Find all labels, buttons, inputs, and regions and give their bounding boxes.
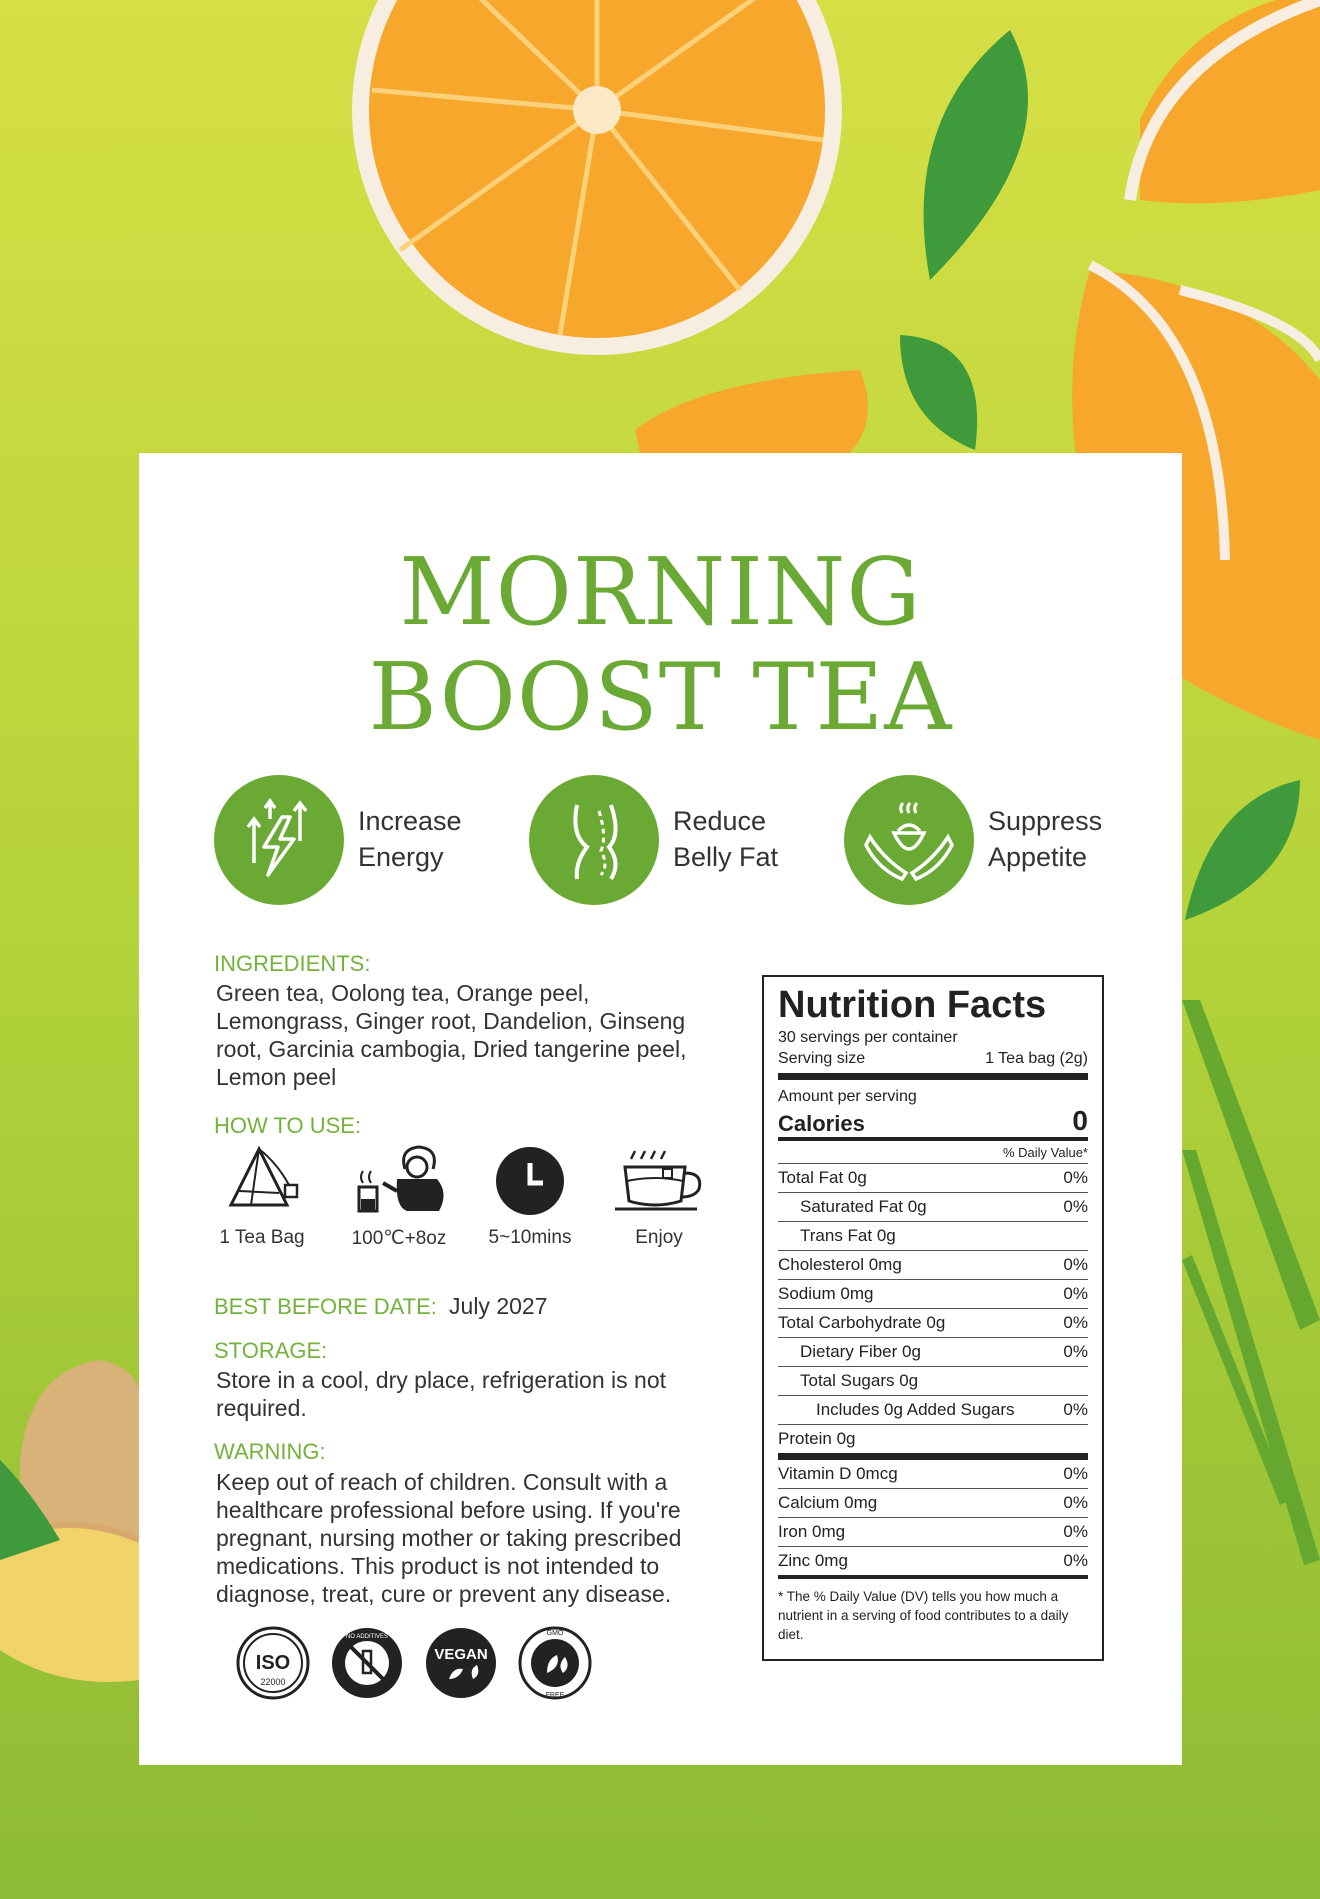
best-before-heading: BEST BEFORE DATE: bbox=[214, 1294, 437, 1319]
vegan-badge-text: VEGAN bbox=[434, 1646, 488, 1663]
iso-badge-number: 22000 bbox=[260, 1677, 286, 1687]
free-badge-text: FREE bbox=[545, 1692, 565, 1699]
nutrient-label: Cholesterol 0mg bbox=[778, 1255, 902, 1274]
step-label: 1 Tea Bag bbox=[219, 1227, 305, 1248]
vitamin-label: Calcium 0mg bbox=[778, 1493, 878, 1512]
iso-22000-icon bbox=[235, 1625, 311, 1706]
benefit-label-line2: Appetite bbox=[988, 842, 1088, 872]
gmo-free-icon bbox=[517, 1625, 593, 1706]
calories-row bbox=[778, 1107, 1088, 1141]
vitamin-dv: 0% bbox=[1063, 1464, 1088, 1483]
nutrient-dv: 0% bbox=[1063, 1197, 1088, 1216]
product-title-line1: MORNING bbox=[399, 538, 922, 646]
vitamin-row bbox=[778, 1489, 1088, 1518]
storage-heading: STORAGE: bbox=[214, 1338, 328, 1363]
nutrient-label: Total Carbohydrate 0g bbox=[778, 1313, 946, 1332]
orange-piece-image bbox=[635, 370, 868, 453]
ginger-image bbox=[0, 1360, 141, 1682]
nutrient-row bbox=[778, 1193, 1088, 1222]
vitamin-dv: 0% bbox=[1063, 1551, 1088, 1570]
calories-value: 0 bbox=[1072, 1105, 1088, 1136]
nutrient-dv: 0% bbox=[1063, 1342, 1088, 1361]
lemongrass-image bbox=[1182, 1000, 1320, 1565]
no-additives-icon bbox=[329, 1625, 405, 1706]
warning-heading: WARNING: bbox=[214, 1439, 326, 1464]
nutrient-label: Total Sugars 0g bbox=[800, 1371, 919, 1390]
benefit-label bbox=[358, 803, 462, 875]
kettle-icon bbox=[349, 1143, 449, 1217]
clock-icon bbox=[485, 1143, 575, 1217]
storage-text: Store in a cool, dry place, refrigeration is not required. bbox=[216, 1367, 667, 1421]
iso-badge-text: ISO bbox=[255, 1652, 291, 1674]
benefit-label-line2: Belly Fat bbox=[673, 842, 779, 872]
daily-value-header: % Daily Value* bbox=[778, 1141, 1088, 1164]
nutrition-facts-title: Nutrition Facts bbox=[778, 984, 1047, 1026]
nutrient-row bbox=[778, 1367, 1088, 1396]
vitamin-row bbox=[778, 1518, 1088, 1547]
orange-slice-image bbox=[352, 0, 842, 355]
how-to-use-steps bbox=[204, 1143, 724, 1263]
servings-per-container: 30 servings per container bbox=[778, 1029, 958, 1046]
step-kettle bbox=[344, 1143, 454, 1250]
benefit-label bbox=[988, 803, 1102, 875]
leaf-image bbox=[900, 335, 977, 450]
step-label: 100℃+8oz bbox=[351, 1228, 447, 1249]
tea-cup-icon bbox=[609, 1143, 709, 1217]
benefit-label-line2: Energy bbox=[358, 842, 444, 872]
ingredients-text: Green tea, Oolong tea, Orange peel, Lemongrass, Ginger root, Dandelion, Ginseng root, Garcinia cambogia, Dried tangerine peel, Lemon peel bbox=[216, 980, 687, 1090]
vitamin-dv: 0% bbox=[1063, 1522, 1088, 1541]
bowl-hands-icon bbox=[844, 775, 974, 905]
vitamin-label: Zinc 0mg bbox=[778, 1551, 848, 1570]
nutrient-row bbox=[778, 1164, 1088, 1193]
daily-value-footnote: * The % Daily Value (DV) tells you how much a nutrient in a serving of food contributes to a daily diet. bbox=[778, 1589, 1069, 1642]
nutrient-label: Trans Fat 0g bbox=[800, 1226, 896, 1245]
vegan-icon bbox=[423, 1625, 499, 1706]
step-steep-time bbox=[475, 1143, 585, 1249]
nutrient-dv: 0% bbox=[1063, 1284, 1088, 1303]
product-label-card bbox=[139, 453, 1182, 1765]
serving-size-value: 1 Tea bag (2g) bbox=[985, 1050, 1088, 1067]
gmo-badge-text: GMO bbox=[546, 1630, 564, 1637]
nutrient-row bbox=[778, 1222, 1088, 1251]
nutrient-row bbox=[778, 1396, 1088, 1425]
nutrient-label: Total Fat 0g bbox=[778, 1168, 867, 1187]
nutrient-row bbox=[778, 1251, 1088, 1280]
ingredients-heading: INGREDIENTS: bbox=[214, 951, 371, 976]
nutrient-dv: 0% bbox=[1063, 1255, 1088, 1274]
waist-icon bbox=[529, 775, 659, 905]
nutrition-facts-panel bbox=[762, 975, 1104, 1661]
leaf-image bbox=[924, 30, 1028, 280]
warning-text: Keep out of reach of children. Consult with a healthcare professional before using. If you're pregnant, nursing mother or taking prescribed medications. This product is not intended to diagnose, treat, cure or prevent any disease. bbox=[216, 1469, 682, 1607]
nutrient-label: Includes 0g Added Sugars bbox=[816, 1400, 1015, 1419]
nutrient-dv: 0% bbox=[1063, 1313, 1088, 1332]
nutrient-label: Protein 0g bbox=[778, 1429, 856, 1448]
product-title-line2: BOOST TEA bbox=[368, 643, 953, 751]
leaf-image bbox=[1185, 780, 1300, 920]
nutrient-dv: 0% bbox=[1063, 1400, 1088, 1419]
benefit-label-line1: Increase bbox=[358, 806, 462, 836]
nutrient-row bbox=[778, 1309, 1088, 1338]
step-label: 5~10mins bbox=[488, 1227, 572, 1248]
nutrient-dv: 0% bbox=[1063, 1168, 1088, 1187]
nutrient-label: Sodium 0mg bbox=[778, 1284, 874, 1303]
step-label: Enjoy bbox=[635, 1227, 683, 1248]
benefit-label-line1: Suppress bbox=[988, 806, 1103, 836]
how-to-use-heading: HOW TO USE: bbox=[214, 1113, 362, 1138]
serving-size-row bbox=[778, 1048, 1088, 1080]
calories-label: Calories bbox=[778, 1111, 865, 1136]
energy-bolt-icon bbox=[214, 775, 344, 905]
benefit-label-line1: Reduce bbox=[673, 806, 767, 836]
amount-per-serving: Amount per serving bbox=[778, 1088, 917, 1105]
vitamin-label: Vitamin D 0mcg bbox=[778, 1464, 898, 1483]
nutrient-row bbox=[778, 1280, 1088, 1309]
step-enjoy bbox=[604, 1143, 714, 1249]
step-tea-bag bbox=[207, 1143, 317, 1249]
nutrient-label: Saturated Fat 0g bbox=[800, 1197, 927, 1216]
vitamin-row bbox=[778, 1547, 1088, 1579]
no-additives-badge-text: NO ADDITIVES bbox=[345, 1634, 389, 1640]
nutrient-row bbox=[778, 1425, 1088, 1460]
best-before-date bbox=[214, 1293, 548, 1320]
vitamin-dv: 0% bbox=[1063, 1493, 1088, 1512]
vitamin-label: Iron 0mg bbox=[778, 1522, 846, 1541]
vitamin-row bbox=[778, 1460, 1088, 1489]
nutrient-label: Dietary Fiber 0g bbox=[800, 1342, 921, 1361]
benefit-label bbox=[673, 803, 778, 875]
tea-bag-icon bbox=[217, 1143, 307, 1217]
nutrient-row bbox=[778, 1338, 1088, 1367]
best-before-value: July 2027 bbox=[449, 1293, 548, 1319]
serving-size-label: Serving size bbox=[778, 1050, 866, 1067]
